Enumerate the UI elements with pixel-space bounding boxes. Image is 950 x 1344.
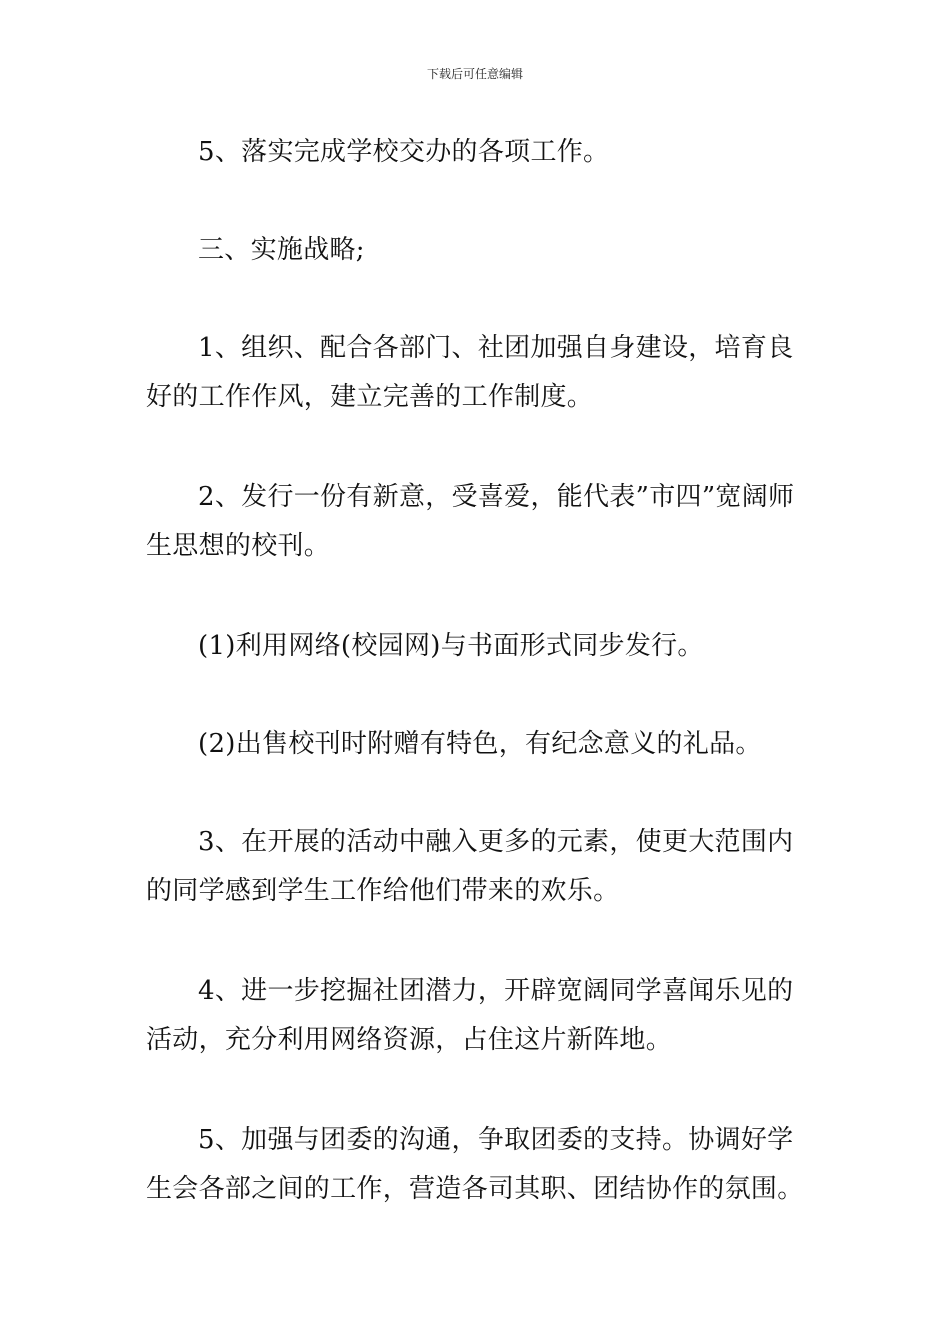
paragraph-item-3-activities: 3、在开展的活动中融入更多的元素，使更大范围内的同学感到学生工作给他们带来的欢乐。 — [146, 827, 794, 906]
paragraph-item-4-clubs: 4、进一步挖掘社团潜力，开辟宽阔同学喜闻乐见的活动，充分利用网络资源，占住这片新阵地。 — [146, 976, 794, 1055]
page-header: 下载后可任意编辑 — [426, 67, 523, 81]
document-body — [146, 128, 810, 1214]
paragraph-subitem-1-network: (1)利用网络(校园网)与书面形式同步发行。 — [198, 631, 704, 661]
section-heading-strategy: 三、实施战略; — [198, 235, 365, 265]
paragraph-subitem-2-gifts: (2)出售校刊时附赠有特色，有纪念意义的礼品。 — [198, 729, 762, 759]
paragraph-item-5-task: 5、落实完成学校交办的各项工作。 — [198, 137, 610, 167]
paragraph-item-1-organize: 1、组织、配合各部门、社团加强自身建设，培育良好的工作作风，建立完善的工作制度。 — [146, 333, 794, 412]
paragraph-item-5-communication: 5、加强与团委的沟通，争取团委的支持。协调好学生会各部之间的工作，营造各司其职、团结协作的氛围。 — [146, 1125, 804, 1204]
paragraph-item-2-publication: 2、发行一份有新意，受喜爱，能代表”市四”宽阔师生思想的校刊。 — [146, 482, 795, 561]
